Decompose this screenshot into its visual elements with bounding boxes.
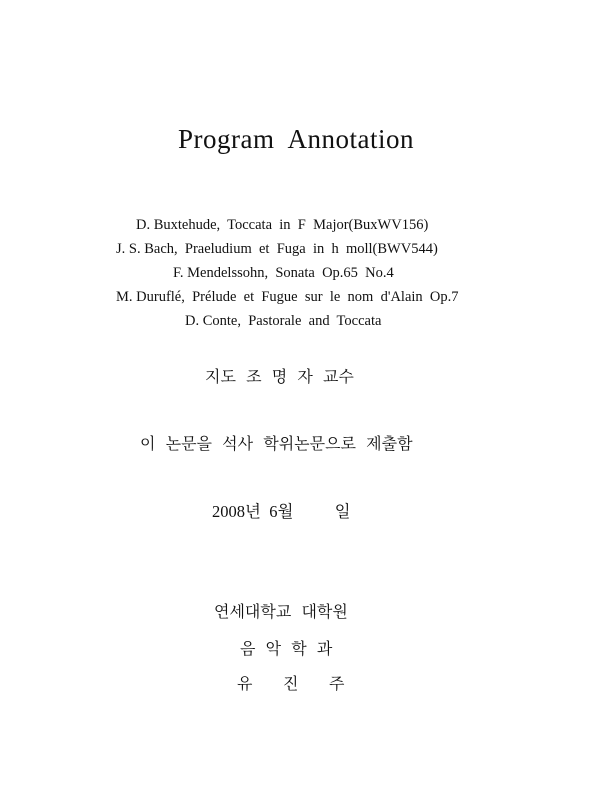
university-name: 연세대학교 대학원 (214, 602, 348, 621)
submission-statement: 이 논문을 석사 학위논문으로 제출함 (140, 434, 413, 453)
work-item-conte: D. Conte, Pastorale and Toccata (185, 313, 382, 329)
submission-date: 2008년 6월 일 (212, 502, 351, 521)
author-name: 유 진 주 (237, 674, 345, 693)
work-item-durufle: M. Duruflé, Prélude et Fugue sur le nom d'Alain Op.7 (116, 289, 459, 305)
document-title: Program Annotation (178, 124, 414, 154)
work-item-bach: J. S. Bach, Praeludium et Fuga in h moll(BWV544) (116, 241, 438, 257)
department-name: 음 악 학 과 (240, 639, 333, 658)
advisor-line: 지도 조 명 자 교수 (205, 367, 354, 386)
work-item-buxtehude: D. Buxtehude, Toccata in F Major(BuxWV156) (136, 217, 429, 233)
work-item-mendelssohn: F. Mendelssohn, Sonata Op.65 No.4 (173, 265, 394, 281)
